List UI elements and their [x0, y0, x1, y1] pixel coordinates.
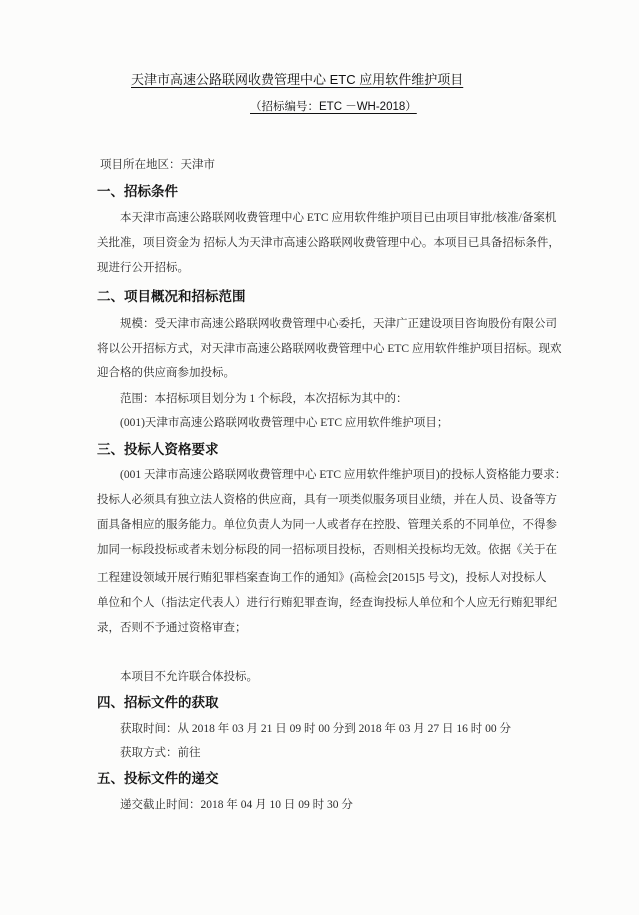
section-heading-bid-submission: 五、投标文件的递交 [97, 771, 219, 786]
document-title: 天津市高速公路联网收费管理中心 ETC 应用软件维护项目 [131, 72, 464, 87]
paragraph-line: 范围：本招标项目划分为 1 个标段，本次招标为其中的： [120, 393, 408, 405]
section-heading-bidder-qualifications: 三、投标人资格要求 [97, 442, 219, 457]
paragraph-line: 工程建设领域开展行贿犯罪档案查询工作的通知》(高检会[2015]5 号文)，投标人对投标人 [97, 572, 547, 584]
paragraph-line: (001 天津市高速公路联网收费管理中心 ETC 应用软件维护项目)的投标人资格能力要求： [120, 469, 567, 481]
paragraph-line: 获取时间：从 2018 年 03 月 21 日 09 时 00 分到 2018 年 03 月 27 日 16 时 00 分 [120, 723, 511, 735]
tender-number: （招标编号：ETC －WH-2018） [250, 101, 417, 113]
paragraph-line: 将以公开招标方式，对天津市高速公路联网收费管理中心 ETC 应用软件维护项目招标。现欢 [97, 343, 562, 355]
paragraph-line: 迎合格的供应商参加投标。 [97, 367, 235, 379]
paragraph-line: 现进行公开招标。 [97, 262, 189, 274]
paragraph-line: 关批准，项目资金为 招标人为天津市高速公路联网收费管理中心。本项目已具备招标条件， [97, 237, 560, 249]
section-heading-project-overview: 二、项目概况和招标范围 [97, 289, 246, 304]
project-location: 项目所在地区：天津市 [100, 159, 215, 171]
paragraph-line: 获取方式：前往 [120, 747, 201, 759]
paragraph-line: 本天津市高速公路联网收费管理中心 ETC 应用软件维护项目已由项目审批/核准/备案机 [120, 212, 557, 224]
paragraph-line: 单位和个人（指法定代表人）进行行贿犯罪查询，经查询投标人单位和个人应无行贿犯罪纪 [97, 597, 557, 609]
paragraph-line: 投标人必须具有独立法人资格的供应商，具有一项类似服务项目业绩，并在人员、设备等方 [97, 494, 557, 506]
paragraph-line: 本项目不允许联合体投标。 [120, 671, 258, 683]
paragraph-line: 面具备相应的服务能力。单位负责人为同一人或者存在控股、管理关系的不同单位，不得参 [97, 519, 557, 531]
paragraph-line: 加同一标段投标或者未划分标段的同一招标项目投标，否则相关投标均无效。依据《关于在 [97, 544, 557, 556]
paragraph-line: 规模：受天津市高速公路联网收费管理中心委托，天津广正建设项目咨询股份有限公司 [120, 318, 557, 330]
paragraph-line: 递交截止时间：2018 年 04 月 10 日 09 时 30 分 [120, 799, 353, 811]
paragraph-line: 录，否则不予通过资格审查； [97, 622, 247, 634]
section-heading-bidding-conditions: 一、招标条件 [97, 184, 178, 199]
section-heading-document-acquisition: 四、招标文件的获取 [97, 695, 219, 710]
paragraph-line: (001)天津市高速公路联网收费管理中心 ETC 应用软件维护项目； [120, 417, 449, 429]
